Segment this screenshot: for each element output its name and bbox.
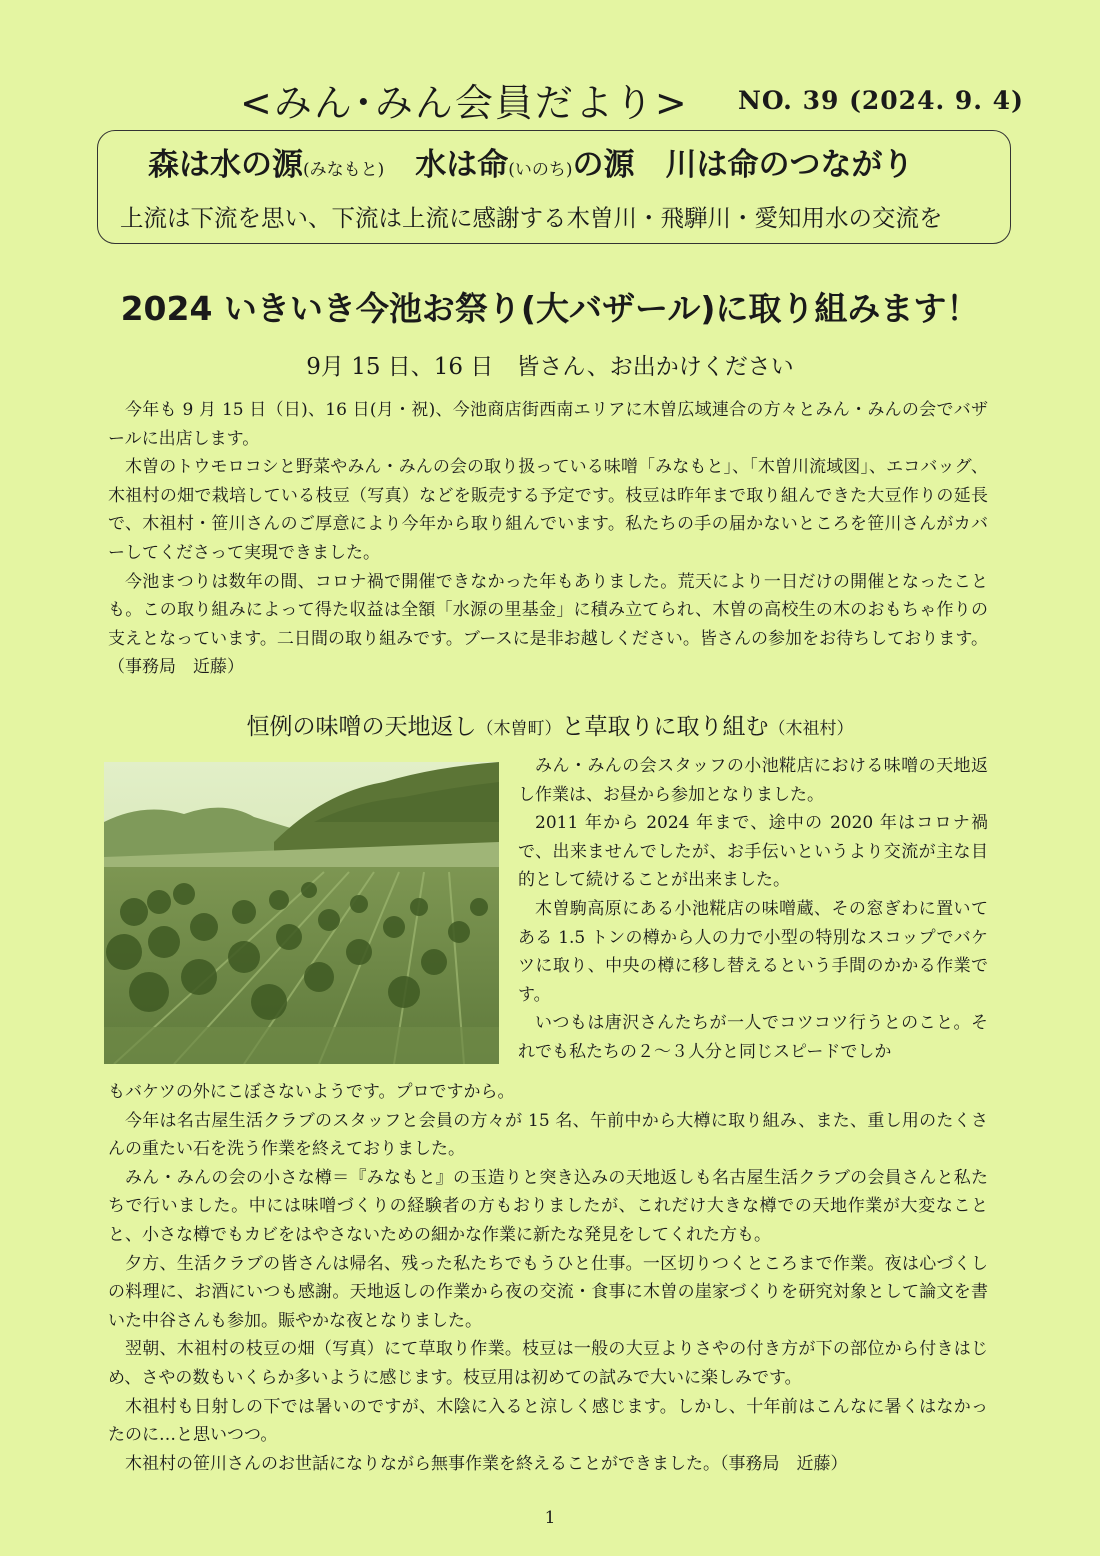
motto-part-1: 森は水の源: [148, 147, 303, 183]
paragraph: 今池まつりは数年の間、コロナ禍で開催できなかった年もありました。荒天により一日だけの開催となったことも。この取り組みによって得た収益は全額「水源の里基金」に積み立てられ、木曽の高校生の木のおもちゃ作りの支えとなっています。二日間の取り組みです。ブースに是非お越しください。皆さんの参加をお待ちしております。（事務局 近藤）: [108, 571, 988, 678]
paragraph: 今年は名古屋生活クラブのスタッフと会員の方々が 15 名、午前中から大樽に取り組み、また、重し用のたくさんの重たい石を洗う作業を終えておりました。: [108, 1110, 988, 1160]
article-2-title: [0, 708, 1100, 741]
article-1-headline: 2024 いきいき今池お祭り(大バザール)に取り組みます！: [120, 289, 980, 328]
paragraph: 今年も 9 月 15 日（日)、16 日(月・祝)、今池商店街西南エリアに木曽広域連合の方々とみん・みんの会でバザールに出店します。: [108, 400, 988, 449]
issue-number: NO. 39 (2024. 9. 4): [738, 86, 1024, 115]
paragraph: いつもは唐沢さんたちが一人でコツコツ行うとのこと。それでも私たちの２～３人分と同じスピードでしか: [518, 1013, 988, 1062]
motto-part-3: の源 川は命のつながり: [572, 147, 914, 183]
paragraph: 翌朝、木祖村の枝豆の畑（写真）にて草取り作業。枝豆は一般の大豆よりさやの付き方が下の部位から付きはじめ、さやの数もいくらか多いように感じます。枝豆用は初めての試みで大いに楽しみです。: [108, 1339, 988, 1388]
article-2-title-main-2: と草取りに取り組む: [561, 714, 769, 740]
page-number: 1: [544, 1508, 556, 1528]
motto-line-1: [148, 139, 914, 184]
paragraph: 木祖村の笹川さんのお世話になりながら無事作業を終えることができました。（事務局 近藤）: [125, 1453, 848, 1474]
newsletter-title: <みん･みん会員だより>: [240, 81, 689, 125]
motto-line-2: 上流は下流を思い、下流は上流に感謝する木曽川・飛騨川・愛知用水の交流を: [120, 204, 943, 232]
paragraph: 木曽のトウモロコシと野菜やみん・みんの会の取り扱っている味噌「みなもと」、「木曽川流域図」、エコバッグ、木祖村の畑で栽培している枝豆（写真）などを販売する予定です。枝豆は昨年まで取り組んできた大豆作りの延長で、木祖村・笹川さんのご厚意により今年から取り組んでいます。私たちの手の届かないところを笹川さんがカバーしてくださって実現できました。: [108, 457, 988, 563]
paragraph: みん・みんの会の小さな樽＝『みなもと』の玉造りと突き込みの天地返しも名古屋生活クラブの会員さんと私たちで行いました。中には味噌づくりの経験者の方もおりましたが、これだけ大きな樽での天地作業が大変なことと、小さな樽でもカビをはやさないための細かな作業に新たな発見をしてくれた方も。: [108, 1167, 988, 1245]
motto-reading-2: (いのち): [508, 160, 573, 180]
paragraph: 木祖村も日射しの下では暑いのですが、木陰に入ると涼しく感じます。しかし、十年前はこんなに暑くはなかったのに…と思いつつ。: [108, 1396, 988, 1446]
article-1-subhead: 9月 15 日、16 日 皆さん、お出かけください: [306, 354, 794, 380]
paragraph: 木曽駒高原にある小池糀店の味噌蔵、その窓ぎわに置いてある 1.5 トンの樽から人の力で小型の特別なスコップでバケツに取り、中央の樽に移し替えるという手間のかかる作業です。: [518, 898, 988, 1005]
paragraph: みん・みんの会スタッフの小池糀店における味噌の天地返し作業は、お昼から参加となりました。: [518, 756, 988, 805]
article-2-title-note-2: （木祖村）: [768, 719, 854, 739]
article-2-title-note-1: （木曽町）: [476, 719, 562, 739]
article-2-body: [108, 1078, 988, 1478]
motto-part-2: 水は命: [384, 147, 509, 183]
article-1-body: [108, 396, 988, 682]
article-2-side-text: [518, 752, 988, 1067]
paragraph: 夕方、生活クラブの皆さんは帰名、残った私たちでもうひと仕事。一区切りつくところまで作業。夜は心づくしの料理に、お酒にいつも感謝。天地返しの作業から夜の交流・食事に木曽の崖家づくりを研究対象として論文を書いた中谷さんも参加。賑やかな夜となりました。: [108, 1253, 988, 1331]
motto-reading-1: (みなもと): [303, 160, 385, 180]
edamame-field-photo: [104, 762, 499, 1064]
motto-box: [97, 130, 1011, 244]
masthead: [0, 72, 1100, 128]
article-2-title-main-1: 恒例の味噌の天地返し: [246, 714, 477, 740]
paragraph: 2011 年から 2024 年まで、途中の 2020 年はコロナ禍で、出来ませんでしたが、お手伝いというより交流が主な目的として続けることが出来ました。: [518, 813, 988, 891]
paragraph: もバケツの外にこぼさないようです。プロですから。: [108, 1082, 515, 1102]
